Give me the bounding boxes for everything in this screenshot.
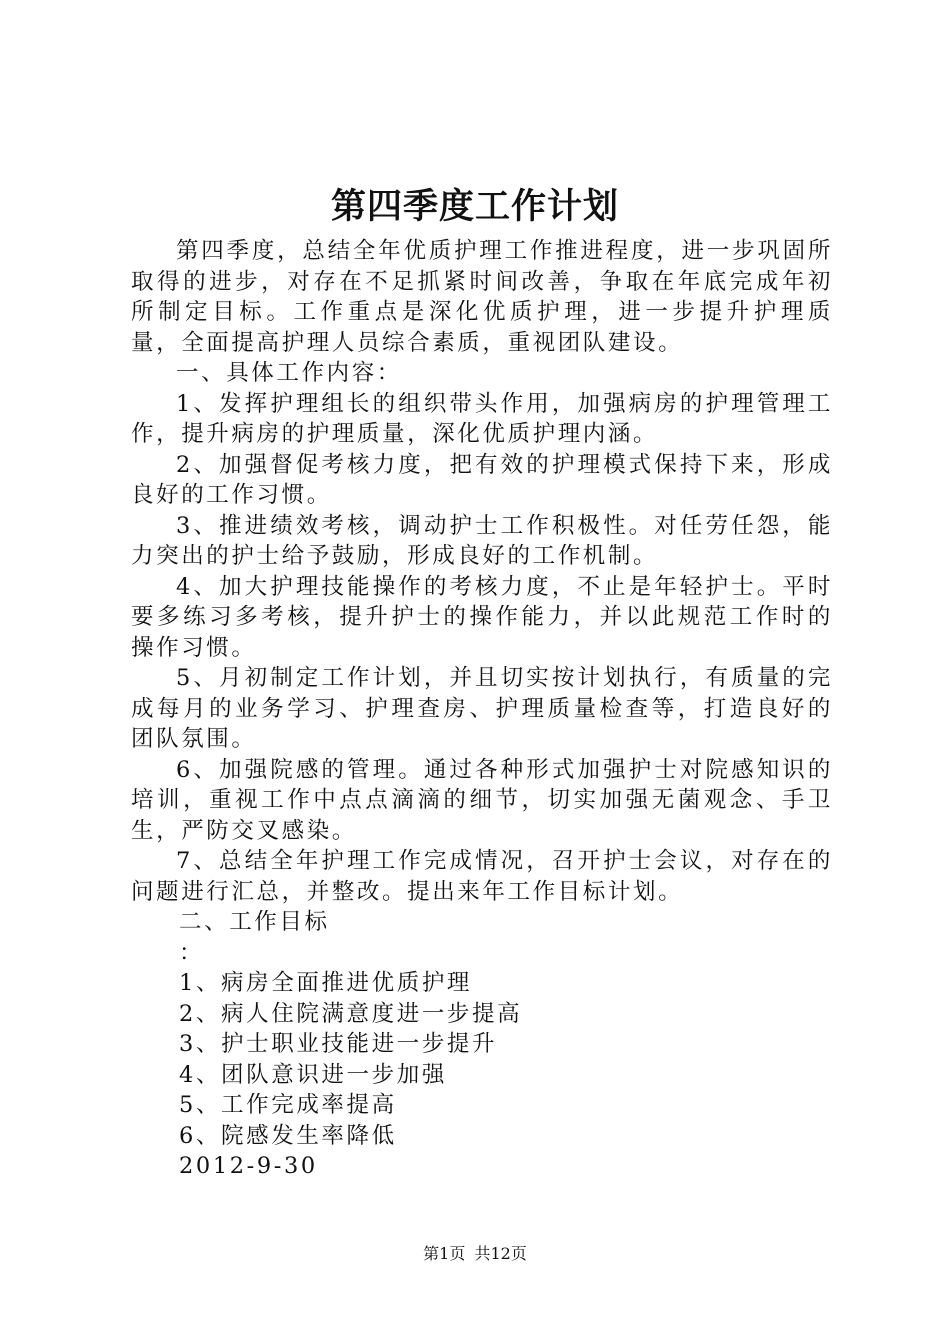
document-date: 2012-9-30 [179, 1153, 318, 1179]
section-heading-1: 一、具体工作内容： [176, 360, 402, 386]
page-number: 第1页 [423, 1244, 466, 1263]
goal-item-1: 1、病房全面推进优质护理 [179, 970, 473, 996]
work-item-4: 4、加大护理技能操作的考核力度，不止是年轻护士。平时要多练习多考核，提升护士的操作能力，并以此规范工作时的操作习惯。 [131, 573, 833, 661]
work-item-3: 3、推进绩效考核，调动护士工作积极性。对任劳任怨，能力突出的护士给予鼓励，形成良好的工作机制。 [131, 512, 833, 569]
intro-paragraph: 第四季度，总结全年优质护理工作推进程度，进一步巩固所取得的进步，对存在不足抓紧时间改善，争取在年底完成年初所制定目标。工作重点是深化优质护理，进一步提升护理质量，全面提高护理人员综合素质，重视团队建设。 [131, 238, 833, 356]
work-item-1: 1、发挥护理组长的组织带头作用，加强病房的护理管理工作，提升病房的护理质量，深化优质护理内涵。 [131, 390, 833, 447]
section-heading-2: 二、工作目标 [179, 909, 330, 935]
work-item-7: 7、总结全年护理工作完成情况，召开护士会议，对存在的问题进行汇总，并整改。提出来年工作目标计划。 [131, 848, 833, 905]
section-heading-2-colon: ： [179, 939, 205, 966]
goal-item-3: 3、护士职业技能进一步提升 [179, 1031, 498, 1057]
document-body [131, 236, 833, 1182]
work-item-5: 5、月初制定工作计划，并且切实按计划执行，有质量的完成每月的业务学习、护理查房、护理质量检查等，打造良好的团队氛围。 [131, 665, 833, 752]
goal-item-6: 6、院感发生率降低 [179, 1122, 397, 1149]
work-item-6: 6、加强院感的管理。通过各种形式加强护士对院感知识的培训，重视工作中点点滴滴的细节，切实加强无菌观念、手卫生，严防交叉感染。 [131, 756, 833, 844]
page-footer [0, 1242, 950, 1266]
document-title: 第四季度工作计划 [330, 186, 619, 227]
work-item-2: 2、加强督促考核力度，把有效的护理模式保持下来，形成良好的工作习惯。 [131, 451, 833, 508]
page-total: 共12页 [474, 1244, 527, 1263]
goal-item-2: 2、病人住院满意度进一步提高 [179, 1000, 523, 1027]
goal-item-5: 5、工作完成率提高 [179, 1092, 397, 1118]
goal-item-4: 4、团队意识进一步加强 [179, 1061, 447, 1088]
